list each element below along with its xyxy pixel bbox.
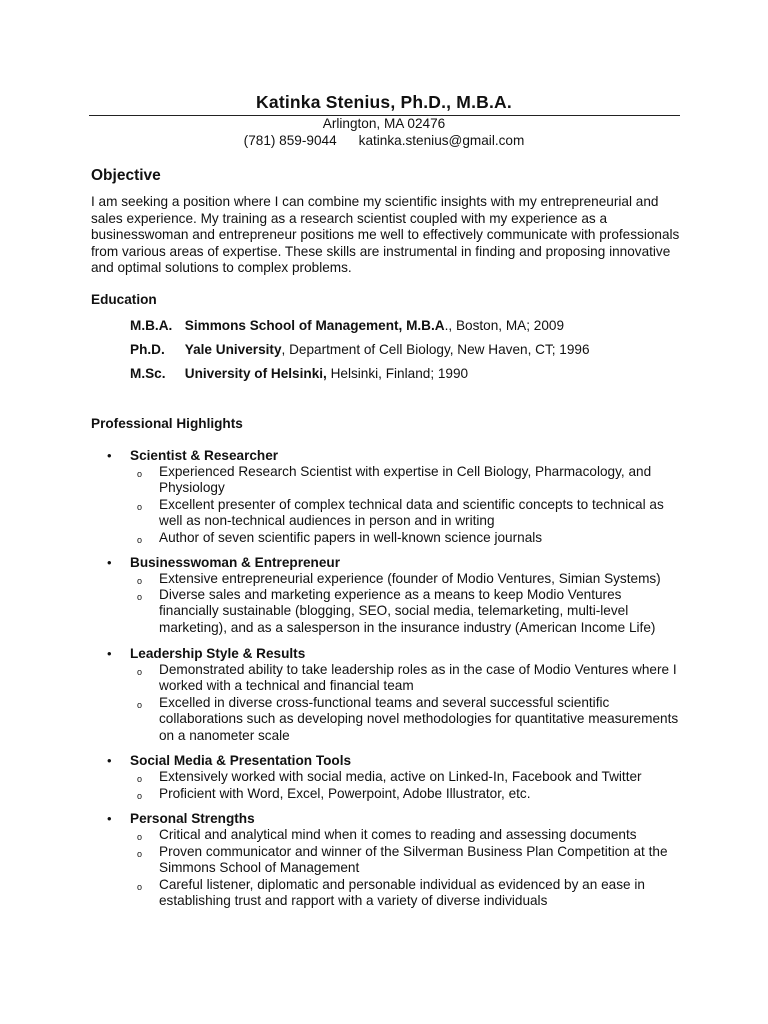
- highlight-item: Proficient with Word, Excel, Powerpoint, Adobe Illustrator, etc.: [159, 786, 531, 801]
- sub-bullet-icon: o: [137, 576, 143, 586]
- sub-bullet-icon: o: [137, 502, 143, 512]
- objective-heading: Objective: [91, 167, 161, 184]
- highlight-category: Leadership Style & Results: [130, 646, 306, 661]
- education-entry: [130, 366, 468, 381]
- highlight-category: Social Media & Presentation Tools: [130, 753, 352, 768]
- objective-text: I am seeking a position where I can combine my scientific insights with my entrepreneurial and sales experience. My training as a research scientist coupled with my experience as a businesswoman and entrepreneur positions me well to effectively communicate with professionals from various areas of expertise. These skills are instrumental in finding and proposing innovative and optimal solutions to complex problems.: [91, 194, 680, 275]
- highlight-item: Extensively worked with social media, active on Linked-In, Facebook and Twitter: [159, 769, 642, 784]
- highlight-item: Demonstrated ability to take leadership roles as in the case of Modio Ventures where I worked with a technical and financial team: [159, 662, 677, 694]
- highlight-item: Excellent presenter of complex technical data and scientific concepts to technical as well as non-technical audiences in person and in writing: [159, 497, 664, 529]
- education-school: Simmons School of Management, M.B.A: [184, 318, 445, 333]
- sub-bullet-icon: o: [137, 535, 143, 545]
- sub-bullet-icon: o: [137, 849, 143, 859]
- education-degree: M.B.A.: [130, 318, 173, 333]
- education-detail: Helsinki, Finland; 1990: [326, 366, 469, 381]
- highlight-item: Careful listener, diplomatic and personable individual as evidenced by an ease in establishing trust and rapport with a variety of diverse individuals: [159, 877, 645, 909]
- phone-number: (781) 859-9044: [243, 133, 337, 148]
- highlight-item: Author of seven scientific papers in well-known science journals: [159, 530, 543, 545]
- education-degree: Ph.D.: [130, 342, 165, 357]
- bullet-icon: •: [107, 753, 112, 768]
- resume-name: Katinka Stenius, Ph.D., M.B.A.: [256, 92, 512, 112]
- highlight-category: Personal Strengths: [130, 811, 255, 826]
- highlight-item: Excelled in diverse cross-functional teams and several successful scientific collaborations such as developing novel methodologies for quantitative measurements on a nanometer scale: [159, 695, 679, 743]
- highlight-item: Experienced Research Scientist with expertise in Cell Biology, Pharmacology, and Physiology: [159, 464, 652, 496]
- highlight-item: Extensive entrepreneurial experience (founder of Modio Ventures, Simian Systems): [159, 571, 661, 586]
- education-detail: , Department of Cell Biology, New Haven, CT; 1996: [281, 342, 590, 357]
- education-degree: M.Sc.: [130, 366, 166, 381]
- highlights-heading: Professional Highlights: [91, 416, 243, 431]
- education-entry: [130, 318, 564, 333]
- sub-bullet-icon: o: [137, 774, 143, 784]
- highlight-category: Scientist & Researcher: [130, 448, 279, 463]
- email-address: katinka.stenius@gmail.com: [358, 133, 525, 148]
- education-school: Yale University: [184, 342, 282, 357]
- bullet-icon: •: [107, 448, 112, 463]
- education-detail: ., Boston, MA; 2009: [444, 318, 564, 333]
- highlight-item: Diverse sales and marketing experience as a means to keep Modio Ventures financially sustainable (blogging, SEO, social media, telemarketing, multi-level marketing), and as a salesperson in the insurance industry (American Income Life): [159, 587, 656, 635]
- bullet-icon: •: [107, 646, 112, 661]
- bullet-icon: •: [107, 811, 112, 826]
- highlight-category: Businesswoman & Entrepreneur: [130, 555, 340, 570]
- sub-bullet-icon: o: [137, 667, 143, 677]
- education-heading: Education: [91, 292, 157, 307]
- sub-bullet-icon: o: [137, 832, 143, 842]
- contact-line: [0, 133, 768, 148]
- address: Arlington, MA 02476: [322, 116, 446, 131]
- sub-bullet-icon: o: [137, 882, 143, 892]
- highlight-item: Proven communicator and winner of the Silverman Business Plan Competition at the Simmons School of Management: [159, 844, 668, 876]
- bullet-icon: •: [107, 555, 112, 570]
- sub-bullet-icon: o: [137, 791, 143, 801]
- sub-bullet-icon: o: [137, 469, 143, 479]
- education-entry: [130, 342, 590, 357]
- sub-bullet-icon: o: [137, 592, 143, 602]
- highlight-item: Critical and analytical mind when it comes to reading and assessing documents: [159, 827, 637, 842]
- sub-bullet-icon: o: [137, 700, 143, 710]
- education-school: University of Helsinki,: [184, 366, 327, 381]
